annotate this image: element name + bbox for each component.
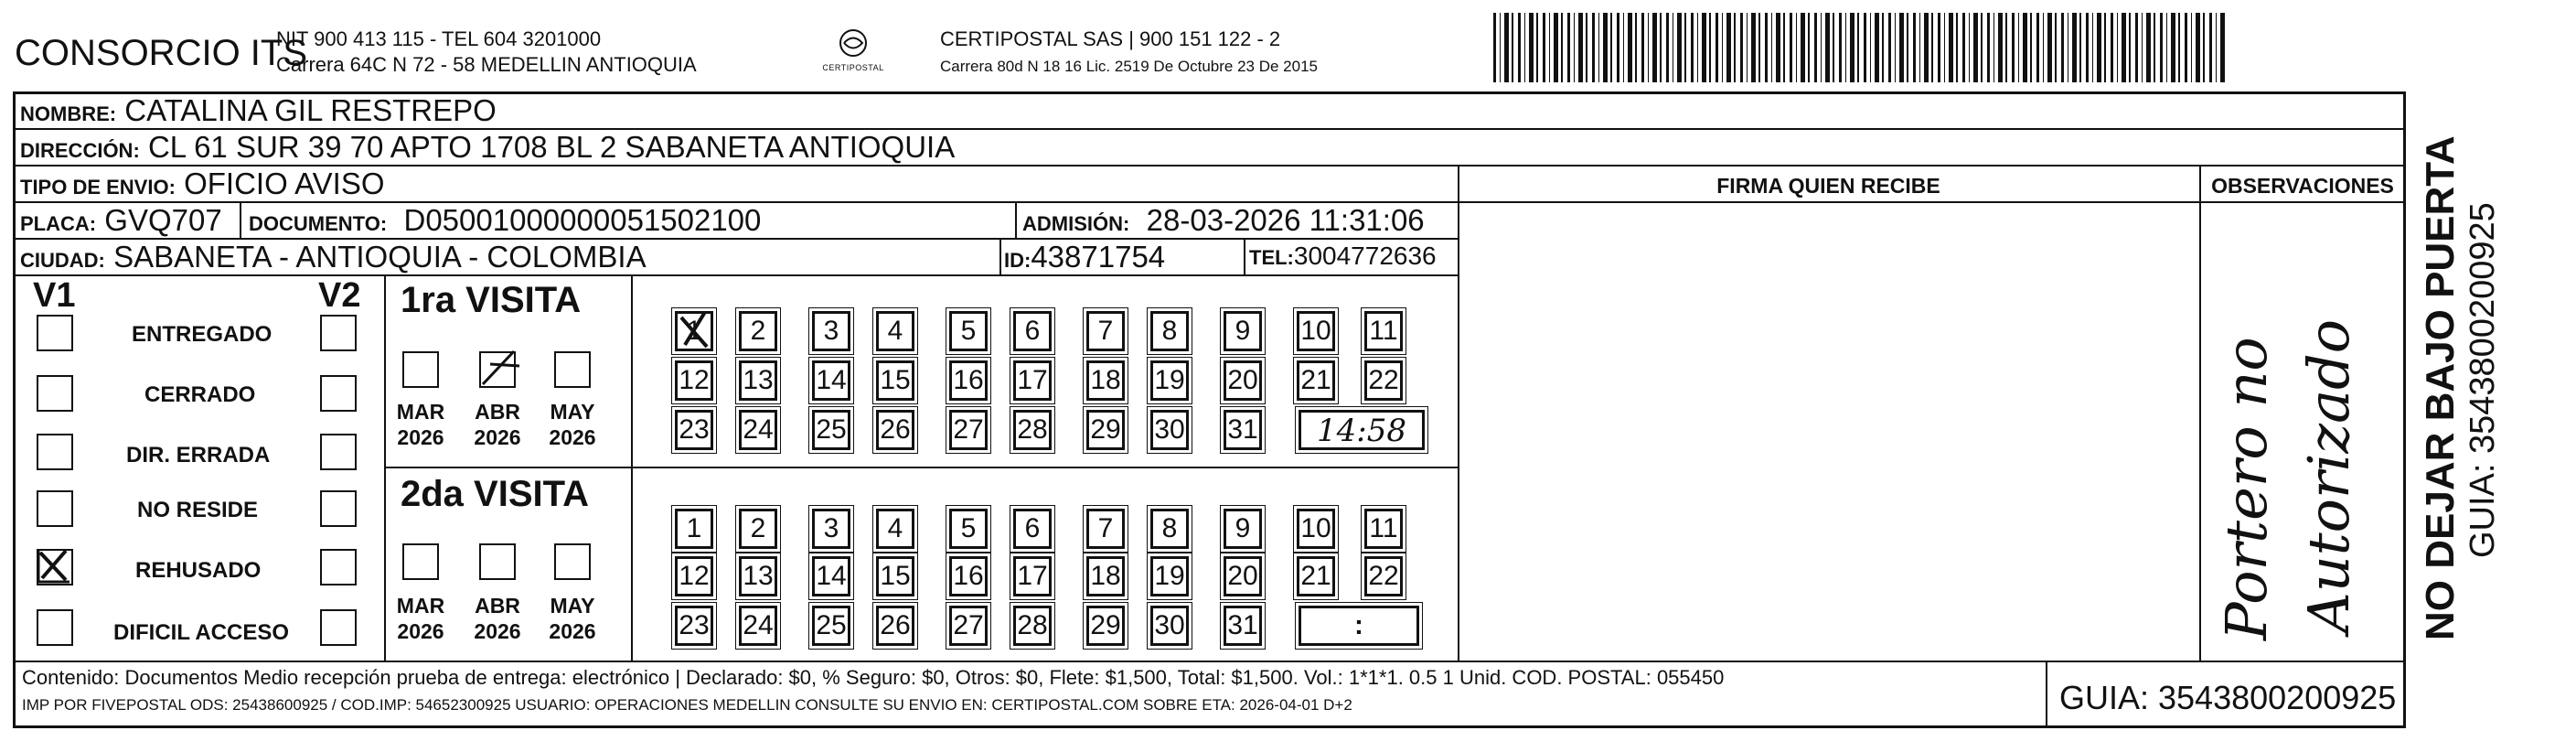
visit1-day-box[interactable] bbox=[876, 410, 914, 450]
visit2-month-abr-checkbox[interactable] bbox=[479, 543, 516, 580]
v1-rehusado-checkbox[interactable] bbox=[37, 549, 73, 585]
id-label: ID: bbox=[1004, 249, 1031, 272]
tipo-envio: OFICIO AVISO bbox=[184, 167, 385, 200]
visit2-day-box[interactable] bbox=[739, 606, 777, 646]
day-number: 11 bbox=[1369, 513, 1398, 543]
day-number: 26 bbox=[880, 414, 911, 445]
day-number: 11 bbox=[1369, 316, 1398, 346]
visit1-day-box[interactable] bbox=[1013, 410, 1052, 450]
day-number: 29 bbox=[1090, 610, 1121, 640]
day-number: 17 bbox=[1017, 561, 1048, 591]
v1-dir-errada-checkbox[interactable] bbox=[37, 434, 73, 470]
day-number: 10 bbox=[1300, 316, 1331, 346]
visit2-time: : bbox=[1354, 610, 1363, 640]
barcode bbox=[1493, 13, 2225, 82]
visit2-day-box[interactable] bbox=[949, 556, 988, 596]
visit2-day-box[interactable] bbox=[1364, 509, 1403, 549]
visit2-day-box[interactable] bbox=[739, 556, 777, 596]
visit2-month-mar-checkbox[interactable] bbox=[402, 543, 439, 580]
day-number: 1 bbox=[686, 316, 702, 346]
status-rehusado: REHUSADO bbox=[135, 558, 262, 583]
day-number: 25 bbox=[816, 610, 847, 640]
day-number: 23 bbox=[679, 610, 710, 640]
day-number: 16 bbox=[953, 561, 984, 591]
v2-entregado-checkbox[interactable] bbox=[320, 315, 357, 351]
v2-no-reside-checkbox[interactable] bbox=[320, 490, 357, 527]
visit2-day-box[interactable] bbox=[1364, 556, 1403, 596]
day-number: 22 bbox=[1368, 561, 1399, 591]
day-number: 2 bbox=[750, 316, 766, 346]
year-label: 2026 bbox=[397, 425, 444, 449]
visit2-day-box[interactable] bbox=[812, 556, 850, 596]
visit2-day-box[interactable] bbox=[1297, 556, 1335, 596]
visit1-day-box[interactable] bbox=[675, 311, 713, 351]
visit1-title: 1ra VISITA bbox=[401, 280, 582, 320]
visit2-day-box[interactable] bbox=[949, 509, 988, 549]
visit2-day-box[interactable] bbox=[876, 556, 914, 596]
visit1-day-box[interactable] bbox=[1364, 360, 1403, 401]
day-number: 28 bbox=[1017, 610, 1048, 640]
day-number: 14 bbox=[816, 561, 847, 591]
visit1-day-box[interactable] bbox=[675, 360, 713, 401]
visit1-day-box[interactable] bbox=[1150, 311, 1189, 351]
visit1-day-box[interactable] bbox=[1297, 360, 1335, 401]
day-number: 10 bbox=[1300, 513, 1331, 543]
day-number: 1 bbox=[686, 513, 702, 543]
visit2-day-box[interactable] bbox=[675, 509, 713, 549]
v1-cerrado-checkbox[interactable] bbox=[37, 375, 73, 412]
ciudad-label: CIUDAD: bbox=[20, 249, 105, 272]
year-label: 2026 bbox=[549, 425, 596, 449]
day-number: 3 bbox=[823, 513, 839, 543]
carrier-address: Carrera 80d N 18 16 Lic. 2519 De Octubre 23 De 2015 bbox=[940, 58, 1318, 75]
no-dejar-bajo-puerta: NO DEJAR BAJO PUERTA bbox=[2418, 135, 2463, 640]
day-number: 20 bbox=[1227, 561, 1258, 591]
visit2-day-box[interactable] bbox=[675, 556, 713, 596]
year-label: 2026 bbox=[474, 425, 521, 449]
observaciones-header: OBSERVACIONES bbox=[2211, 174, 2394, 198]
visit1-day-box[interactable] bbox=[949, 410, 988, 450]
visit1-day-box[interactable] bbox=[1150, 410, 1189, 450]
side-guia: GUIA: 3543800200925 bbox=[2464, 202, 2502, 558]
check-mark-icon bbox=[674, 308, 714, 352]
recipient-address: CL 61 SUR 39 70 APTO 1708 BL 2 SABANETA ANTIOQUIA bbox=[147, 130, 956, 164]
certipostal-logo bbox=[816, 27, 891, 72]
visit1-day-box[interactable] bbox=[739, 311, 777, 351]
placa: GVQ707 bbox=[104, 203, 222, 237]
status-no-reside: NO RESIDE bbox=[137, 498, 259, 522]
visit1-day-box[interactable] bbox=[812, 410, 850, 450]
visit2-day-box[interactable] bbox=[949, 606, 988, 646]
visit1-day-box[interactable] bbox=[1224, 311, 1262, 351]
company-nit: NIT 900 413 115 - TEL 604 3201000 bbox=[276, 27, 602, 50]
day-number: 6 bbox=[1024, 513, 1041, 543]
month-label: ABR bbox=[475, 594, 520, 618]
visit2-day-box[interactable] bbox=[1224, 606, 1262, 646]
day-number: 18 bbox=[1090, 561, 1121, 591]
day-number: 2 bbox=[750, 513, 766, 543]
visit2-month-mar bbox=[393, 593, 448, 644]
day-number: 25 bbox=[816, 414, 847, 445]
visit2-day-box[interactable] bbox=[812, 606, 850, 646]
visit1-time-field[interactable] bbox=[1299, 410, 1425, 450]
direccion-label: DIRECCIÓN: bbox=[20, 139, 140, 162]
nombre-label: NOMBRE: bbox=[20, 102, 117, 125]
day-number: 9 bbox=[1235, 316, 1251, 346]
visit2-day-box[interactable] bbox=[739, 509, 777, 549]
day-number: 17 bbox=[1017, 365, 1048, 395]
day-number: 16 bbox=[953, 365, 984, 395]
visit1-day-box[interactable] bbox=[1297, 311, 1335, 351]
status-dificil-acceso: DIFICIL ACCESO bbox=[113, 620, 290, 645]
visit1-day-box[interactable] bbox=[949, 311, 988, 351]
visit2-day-box[interactable] bbox=[1086, 556, 1125, 596]
day-number: 19 bbox=[1154, 365, 1185, 395]
month-label: MAR bbox=[396, 400, 445, 424]
visit1-day-box[interactable] bbox=[1086, 311, 1125, 351]
visit2-title: 2da VISITA bbox=[401, 474, 589, 514]
visit2-day-box[interactable] bbox=[1013, 556, 1052, 596]
visit2-day-box[interactable] bbox=[1224, 509, 1262, 549]
day-number: 7 bbox=[1097, 316, 1114, 346]
visit2-day-box[interactable] bbox=[1150, 509, 1189, 549]
day-number: 12 bbox=[679, 561, 710, 591]
visit1-time: 14:58 bbox=[1317, 413, 1406, 449]
day-number: 24 bbox=[743, 414, 774, 445]
visit2-day-box[interactable] bbox=[1086, 606, 1125, 646]
day-number: 9 bbox=[1235, 513, 1251, 543]
day-number: 22 bbox=[1368, 365, 1399, 395]
visit2-day-box[interactable] bbox=[812, 509, 850, 549]
v2-cerrado-checkbox[interactable] bbox=[320, 375, 357, 412]
visit1-day-box[interactable] bbox=[739, 360, 777, 401]
day-number: 13 bbox=[743, 365, 774, 395]
v2-dificil-acceso-checkbox[interactable] bbox=[320, 609, 357, 646]
visit2-day-box[interactable] bbox=[1150, 556, 1189, 596]
visit1-day-box[interactable] bbox=[1150, 360, 1189, 401]
day-number: 29 bbox=[1090, 414, 1121, 445]
recipient-name: CATALINA GIL RESTREPO bbox=[124, 93, 497, 127]
tipo-envio-label: TIPO DE ENVIO: bbox=[20, 176, 176, 199]
visit1-month-abr bbox=[470, 399, 525, 450]
day-number: 21 bbox=[1300, 365, 1331, 395]
visit1-day-box[interactable] bbox=[1086, 360, 1125, 401]
day-number: 28 bbox=[1017, 414, 1048, 445]
visit1-day-box[interactable] bbox=[675, 410, 713, 450]
visit2-time-field[interactable] bbox=[1299, 606, 1419, 646]
handwritten-observation-1: Portero no bbox=[2213, 337, 2280, 640]
visit1-month-may-checkbox[interactable] bbox=[554, 351, 591, 388]
footer-print-info: IMP POR FIVEPOSTAL ODS: 25438600925 / COD.IMP: 54652300925 USUARIO: OPERACIONES MEDELLIN CONSULTE SU ENVIO EN: CERTIPOSTAL.COM SOBRE ETA: 2026-04-01 D+2 bbox=[22, 696, 1352, 714]
day-number: 8 bbox=[1161, 316, 1178, 346]
day-number: 6 bbox=[1024, 316, 1041, 346]
v2-rehusado-checkbox[interactable] bbox=[320, 549, 357, 585]
visit2-day-box[interactable] bbox=[675, 606, 713, 646]
visit2-day-box[interactable] bbox=[876, 509, 914, 549]
day-number: 7 bbox=[1097, 513, 1114, 543]
status-entregado: ENTREGADO bbox=[132, 322, 273, 347]
visit2-day-box[interactable] bbox=[876, 606, 914, 646]
check-mark-icon bbox=[477, 348, 523, 390]
footer-guia: GUIA: 3543800200925 bbox=[2059, 679, 2397, 716]
logo-icon bbox=[835, 27, 871, 59]
v1-no-reside-checkbox[interactable] bbox=[37, 490, 73, 527]
visit2-day-box[interactable] bbox=[1150, 606, 1189, 646]
day-number: 15 bbox=[880, 561, 911, 591]
v2-header: V2 bbox=[318, 276, 361, 315]
day-number: 20 bbox=[1227, 365, 1258, 395]
visit2-day-box[interactable] bbox=[1297, 509, 1335, 549]
day-number: 4 bbox=[887, 513, 903, 543]
visit1-day-box[interactable] bbox=[812, 311, 850, 351]
visit1-day-box[interactable] bbox=[876, 360, 914, 401]
day-number: 15 bbox=[880, 365, 911, 395]
day-number: 31 bbox=[1227, 610, 1258, 640]
status-cerrado: CERRADO bbox=[144, 382, 256, 407]
visit1-month-abr-checkbox[interactable] bbox=[479, 351, 516, 388]
day-number: 27 bbox=[953, 610, 984, 640]
year-label: 2026 bbox=[474, 619, 521, 643]
visit2-month-abr bbox=[470, 593, 525, 644]
ciudad: SABANETA - ANTIOQUIA - COLOMBIA bbox=[113, 240, 647, 274]
visit2-month-may-checkbox[interactable] bbox=[554, 543, 591, 580]
visit1-day-box[interactable] bbox=[1013, 311, 1052, 351]
visit2-day-box[interactable] bbox=[1224, 556, 1262, 596]
day-number: 3 bbox=[823, 316, 839, 346]
visit1-day-box[interactable] bbox=[1364, 311, 1403, 351]
day-number: 18 bbox=[1090, 365, 1121, 395]
admision: 28-03-2026 11:31:06 bbox=[1146, 203, 1425, 237]
visit1-day-box[interactable] bbox=[1013, 360, 1052, 401]
day-number: 30 bbox=[1154, 414, 1185, 445]
visit1-month-mar bbox=[393, 399, 448, 450]
day-number: 23 bbox=[679, 414, 710, 445]
month-label: MAY bbox=[550, 400, 595, 424]
v1-entregado-checkbox[interactable] bbox=[37, 315, 73, 351]
day-number: 5 bbox=[960, 513, 977, 543]
day-number: 27 bbox=[953, 414, 984, 445]
day-number: 8 bbox=[1161, 513, 1178, 543]
day-number: 30 bbox=[1154, 610, 1185, 640]
day-number: 24 bbox=[743, 610, 774, 640]
handwritten-observation-2: Autorizado bbox=[2295, 318, 2362, 633]
placa-label: PLACA: bbox=[20, 212, 97, 235]
visit1-month-mar-checkbox[interactable] bbox=[402, 351, 439, 388]
v2-dir-errada-checkbox[interactable] bbox=[320, 434, 357, 470]
day-number: 14 bbox=[816, 365, 847, 395]
admision-label: ADMISIÓN: bbox=[1022, 212, 1130, 235]
visit1-month-may bbox=[545, 399, 600, 450]
month-label: ABR bbox=[475, 400, 520, 424]
visit2-day-box[interactable] bbox=[1013, 509, 1052, 549]
month-label: MAR bbox=[396, 594, 445, 618]
logo-text: CERTIPOSTAL bbox=[822, 63, 884, 72]
year-label: 2026 bbox=[549, 619, 596, 643]
visit2-day-box[interactable] bbox=[1013, 606, 1052, 646]
day-number: 13 bbox=[743, 561, 774, 591]
day-number: 12 bbox=[679, 365, 710, 395]
visit1-day-box[interactable] bbox=[1086, 410, 1125, 450]
v1-dificil-acceso-checkbox[interactable] bbox=[37, 609, 73, 646]
month-label: MAY bbox=[550, 594, 595, 618]
documento: D05001000000051502100 bbox=[403, 203, 762, 237]
footer-content: Contenido: Documentos Medio recepción prueba de entrega: electrónico | Declarado: $0, % Seguro: $0, Otros: $0, Flete: $1,500, Total: $1,500. Vol.: 1*1*1. 0.5 1 Unid. COD. POSTAL: 055450 bbox=[22, 666, 1725, 689]
documento-label: DOCUMENTO: bbox=[249, 212, 388, 235]
day-number: 19 bbox=[1154, 561, 1185, 591]
status-dir-errada: DIR. ERRADA bbox=[126, 443, 271, 467]
visit2-month-may bbox=[545, 593, 600, 644]
recipient-tel: 3004772636 bbox=[1293, 242, 1437, 270]
day-number: 5 bbox=[960, 316, 977, 346]
visit2-day-box[interactable] bbox=[1086, 509, 1125, 549]
visit1-day-box[interactable] bbox=[1224, 410, 1262, 450]
year-label: 2026 bbox=[397, 619, 444, 643]
v1-header: V1 bbox=[33, 276, 76, 315]
day-number: 4 bbox=[887, 316, 903, 346]
company-address: Carrera 64C N 72 - 58 MEDELLIN ANTIOQUIA bbox=[276, 53, 697, 76]
day-number: 21 bbox=[1300, 561, 1331, 591]
visit1-day-box[interactable] bbox=[1224, 360, 1262, 401]
day-number: 31 bbox=[1227, 414, 1258, 445]
firma-header: FIRMA QUIEN RECIBE bbox=[1716, 174, 1940, 198]
tel-label: TEL: bbox=[1249, 246, 1294, 269]
visit1-day-box[interactable] bbox=[949, 360, 988, 401]
check-mark-icon bbox=[35, 547, 71, 584]
recipient-id: 43871754 bbox=[1031, 240, 1166, 274]
visit1-day-box[interactable] bbox=[876, 311, 914, 351]
visit1-day-box[interactable] bbox=[739, 410, 777, 450]
day-number: 26 bbox=[880, 610, 911, 640]
visit1-day-box[interactable] bbox=[812, 360, 850, 401]
company-name: CONSORCIO ITS bbox=[15, 33, 308, 73]
carrier-name: CERTIPOSTAL SAS | 900 151 122 - 2 bbox=[940, 27, 1281, 50]
